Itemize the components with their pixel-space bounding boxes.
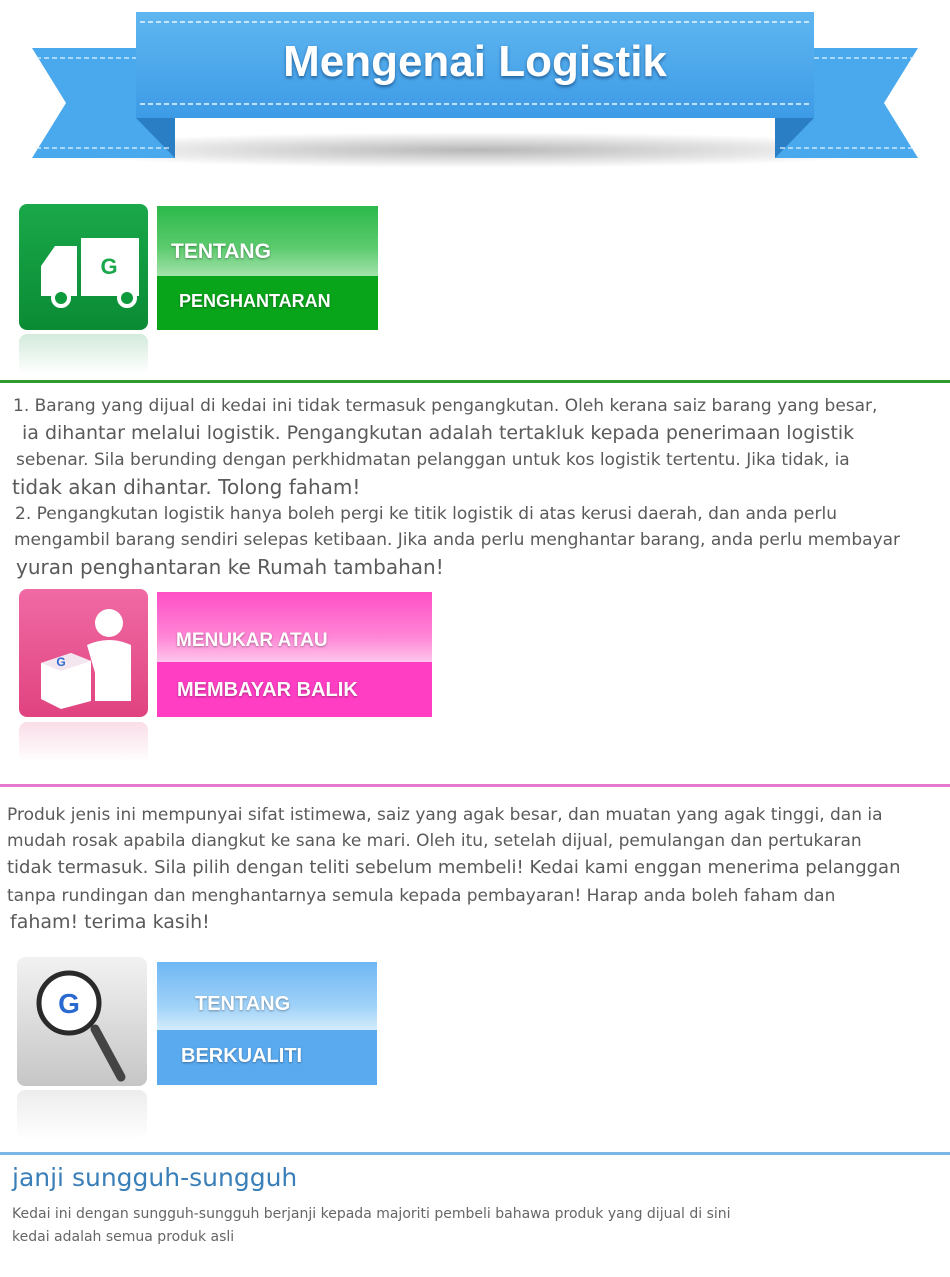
refund-label-top: MENUKAR ATAU [176,630,328,651]
quality-label [157,962,377,1085]
delivery-tile [19,204,148,330]
refund-line-4: tanpa rundingan dan menghantarnya semula kepada pembayaran! Harap anda boleh faham dan [7,886,836,906]
truck-icon [19,204,148,330]
delivery-label-top: TENTANG [171,240,271,263]
delivery-line-3: sebenar. Sila berunding dengan perkhidmatan pelanggan untuk kos logistik tertentu. Jika tidak, ia [16,450,850,470]
promise-line-2: kedai adalah semua produk asli [12,1229,235,1245]
refund-line-1: Produk jenis ini mempunyai sifat istimewa, saiz yang agak besar, dan muatan yang agak tinggi, dan ia [7,805,883,825]
delivery-tile-reflection [19,334,148,374]
refund-divider [0,784,950,787]
delivery-line-7: yuran penghantaran ke Rumah tambahan! [16,555,444,579]
refund-line-2: mudah rosak apabila diangkut ke sana ke mari. Oleh itu, setelah dijual, pemulangan dan pertukaran [7,831,862,851]
quality-tile-reflection [17,1090,147,1140]
delivery-divider [0,380,950,383]
delivery-label [157,206,378,330]
delivery-line-1: 1. Barang yang dijual di kedai ini tidak termasuk pengangkutan. Oleh kerana saiz barang yang besar, [13,396,878,416]
delivery-line-6: mengambil barang sendiri selepas ketibaan. Jika anda perlu menghantar barang, anda perlu membayar [14,530,901,550]
refund-line-3: tidak termasuk. Sila pilih dengan teliti sebelum membeli! Kedai kami enggan menerima pelanggan [7,857,901,878]
person-with-box-icon [19,589,148,717]
refund-line-5: faham! terima kasih! [10,911,210,933]
delivery-label-bottom: PENGHANTARAN [179,291,331,311]
refund-tile-reflection [19,722,148,762]
refund-label-bottom: MEMBAYAR BALIK [177,679,358,701]
page-title: Mengenai Logistik [283,37,667,86]
refund-tile [19,589,148,717]
title-banner [0,0,950,170]
quality-label-bottom: BERKUALITI [181,1045,303,1067]
refund-label [157,592,432,717]
quality-tile [17,957,147,1086]
promise-title: janji sungguh-sungguh [12,1163,298,1192]
svg-text:G: G [58,988,80,1019]
delivery-line-2: ia dihantar melalui logistik. Pengangkutan adalah tertakluk kepada penerimaan logistik [22,422,855,444]
magnifier-icon [17,957,147,1086]
svg-text:G: G [56,655,66,669]
delivery-line-5: 2. Pengangkutan logistik hanya boleh pergi ke titik logistik di atas kerusi daerah, dan anda perlu [15,504,837,524]
quality-divider [0,1152,950,1155]
delivery-line-4: tidak akan dihantar. Tolong faham! [12,475,361,499]
quality-label-top: TENTANG [195,993,291,1015]
svg-text:G: G [100,254,118,279]
promise-line-1: Kedai ini dengan sungguh-sungguh berjanji kepada majoriti pembeli bahawa produk yang dijual di sini [12,1206,731,1222]
